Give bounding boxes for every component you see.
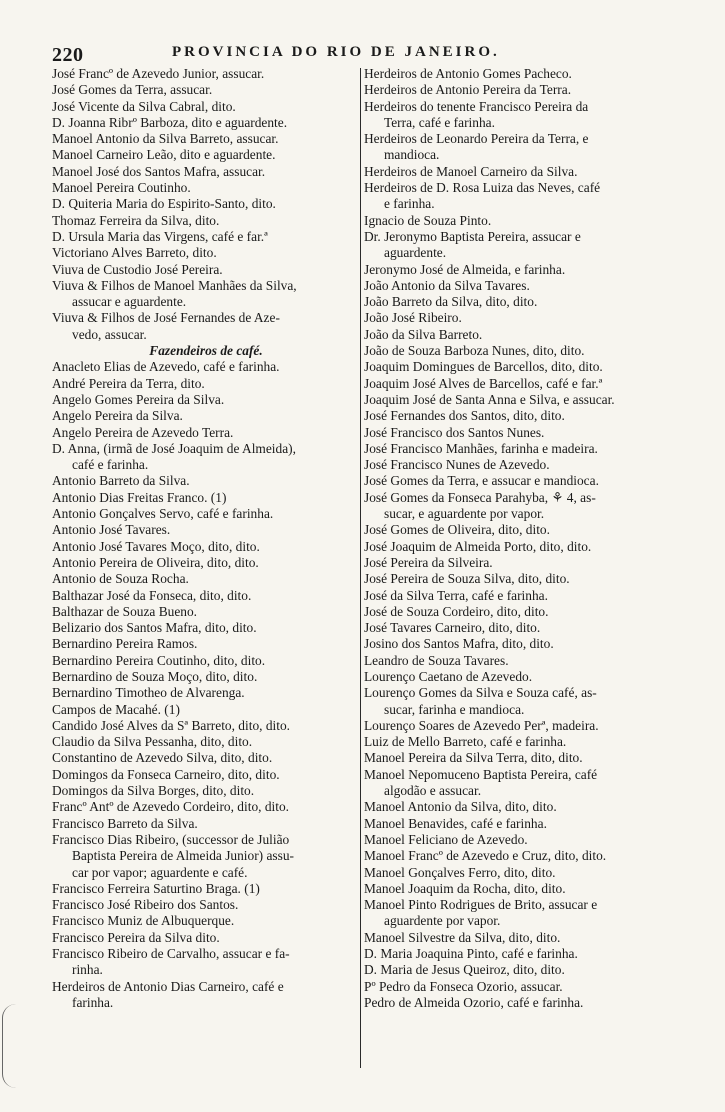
list-entry: Herdeiros de Antonio Pereira da Terra. xyxy=(364,82,572,98)
list-entry: aguardente. xyxy=(384,245,447,261)
list-entry: assucar e aguardente. xyxy=(72,294,187,310)
list-entry: José Pereira da Silveira. xyxy=(364,554,493,570)
column-divider xyxy=(360,68,361,1068)
list-entry: Bernardino de Souza Moço, dito, dito. xyxy=(52,668,258,684)
list-entry: Bernardino Timotheo de Alvarenga. xyxy=(52,685,245,701)
list-entry: José da Silva Terra, café e farinha. xyxy=(364,587,548,603)
margin-bracket-mark xyxy=(2,1004,25,1088)
list-entry: José Gomes da Fonseca Parahyba, ⚘ 4, as- xyxy=(364,489,596,505)
list-entry: Manoel Nepomuceno Baptista Pereira, café xyxy=(364,766,598,782)
list-entry: rinha. xyxy=(72,962,103,978)
list-entry: Josino dos Santos Mafra, dito, dito. xyxy=(364,636,554,652)
list-entry: sucar, e aguardente por vapor. xyxy=(384,506,545,522)
list-entry: Manoel Feliciano de Azevedo. xyxy=(364,831,528,847)
list-entry: José Francisco Manhães, farinha e madeira. xyxy=(364,440,598,456)
list-entry: Domingos da Silva Borges, dito, dito. xyxy=(52,783,255,799)
list-entry: Balthazar José da Fonseca, dito, dito. xyxy=(52,587,252,603)
list-entry: Pº Pedro da Fonseca Ozorio, assucar. xyxy=(364,978,563,994)
list-entry: Herdeiros de Manoel Carneiro da Silva. xyxy=(364,163,578,179)
list-entry: Baptista Pereira de Almeida Junior) assu- xyxy=(72,848,295,864)
list-entry: José Fernandes dos Santos, dito, dito. xyxy=(364,408,565,424)
list-entry: Joaquim José Alves de Barcellos, café e far.ª xyxy=(364,375,603,391)
list-entry: José Francisco dos Santos Nunes. xyxy=(364,424,545,440)
list-entry: Herdeiros de Antonio Gomes Pacheco. xyxy=(364,66,572,81)
list-entry: Bernardino Pereira Coutinho, dito, dito. xyxy=(52,652,266,668)
list-entry: Candido José Alves da Sª Barreto, dito, dito. xyxy=(52,717,291,733)
list-entry: Francº Antº de Azevedo Cordeiro, dito, dito. xyxy=(52,799,290,815)
list-entry: José Francisco Nunes de Azevedo. xyxy=(364,457,550,473)
list-entry: Manoel Antonio da Silva, dito, dito. xyxy=(364,799,557,815)
list-entry: D. Anna, (irmã de José Joaquim de Almeida), xyxy=(52,440,296,456)
list-entry: Antonio Barreto da Silva. xyxy=(52,473,190,489)
list-entry: Thomaz Ferreira da Silva, dito. xyxy=(52,212,220,228)
list-entry: Campos de Macahé. (1) xyxy=(52,701,180,717)
list-entry: Manoel Pereira da Silva Terra, dito, dito. xyxy=(364,750,583,766)
list-entry: Francisco Barreto da Silva. xyxy=(52,815,198,831)
list-entry: Manoel Francº de Azevedo e Cruz, dito, dito. xyxy=(364,848,607,864)
list-entry: João Barreto da Silva, dito, dito. xyxy=(364,294,538,310)
list-entry: Herdeiros de Leonardo Pereira da Terra, e xyxy=(364,131,589,147)
list-entry: João da Silva Barreto. xyxy=(364,326,483,342)
list-entry: André Pereira da Terra, dito. xyxy=(52,375,205,391)
list-entry: D. Quiteria Maria do Espirito-Santo, dito. xyxy=(52,196,276,212)
list-entry: José Gomes da Terra, e assucar e mandioca. xyxy=(364,473,599,489)
list-entry: car por vapor; aguardente e café. xyxy=(72,864,248,880)
list-entry: algodão e assucar. xyxy=(384,783,482,799)
list-entry: Claudio da Silva Pessanha, dito, dito. xyxy=(52,734,253,750)
list-entry: Francisco Pereira da Silva dito. xyxy=(52,929,220,945)
list-entry: Francisco Ribeiro de Carvalho, assucar e fa- xyxy=(52,946,290,962)
list-entry: Francisco Dias Ribeiro, (successor de Julião xyxy=(52,831,290,847)
list-entry: Jeronymo José de Almeida, e farinha. xyxy=(364,261,566,277)
list-entry: Belizario dos Santos Mafra, dito, dito. xyxy=(52,620,257,636)
list-entry: Herdeiros de D. Rosa Luiza das Neves, café xyxy=(364,180,601,196)
list-entry: Lourenço Caetano de Azevedo. xyxy=(364,668,533,684)
list-entry: Viuva & Filhos de José Fernandes de Aze- xyxy=(52,310,280,326)
list-entry: Victoriano Alves Barreto, dito. xyxy=(52,245,217,261)
list-entry: sucar, farinha e mandioca. xyxy=(384,701,525,717)
list-entry: Lourenço Soares de Azevedo Perª, madeira. xyxy=(364,717,599,733)
list-entry: Antonio Dias Freitas Franco. (1) xyxy=(52,489,227,505)
list-entry: D. Maria de Jesus Queiroz, dito, dito. xyxy=(364,962,565,978)
list-entry: Antonio José Tavares. xyxy=(52,522,171,538)
right-column xyxy=(364,66,678,1011)
list-entry: Leandro de Souza Tavares. xyxy=(364,652,509,668)
list-entry: D. Ursula Maria das Virgens, café e far.ª xyxy=(52,228,268,244)
list-entry: Angelo Gomes Pereira da Silva. xyxy=(52,391,225,407)
list-entry: José Joaquim de Almeida Porto, dito, dito. xyxy=(364,538,592,554)
list-entry: Anacleto Elias de Azevedo, café e farinha. xyxy=(52,359,280,375)
list-entry: Balthazar de Souza Bueno. xyxy=(52,603,198,619)
list-entry: café e farinha. xyxy=(72,457,149,473)
list-entry: Manoel José dos Santos Mafra, assucar. xyxy=(52,163,266,179)
list-entry: Viuva & Filhos de Manoel Manhães da Silva, xyxy=(52,277,297,293)
list-entry: João Antonio da Silva Tavares. xyxy=(364,277,530,293)
list-entry: Manoel Silvestre da Silva, dito, dito. xyxy=(364,929,561,945)
list-entry: Pedro de Almeida Ozorio, café e farinha. xyxy=(364,994,584,1010)
list-entry: Manoel Gonçalves Ferro, dito, dito. xyxy=(364,864,556,880)
list-entry: Terra, café e farinha. xyxy=(384,114,495,130)
list-entry: farinha. xyxy=(72,994,114,1010)
list-entry: Manoel Carneiro Leão, dito e aguardente. xyxy=(52,147,276,163)
list-entry: vedo, assucar. xyxy=(72,326,147,342)
list-entry: Francisco Muniz de Albuquerque. xyxy=(52,913,235,929)
list-entry: José Gomes de Oliveira, dito, dito. xyxy=(364,522,550,538)
list-entry: Antonio de Souza Rocha. xyxy=(52,571,189,587)
list-entry: Viuva de Custodio José Pereira. xyxy=(52,261,223,277)
list-entry: José Francº de Azevedo Junior, assucar. xyxy=(52,66,265,81)
list-entry: Manoel Pereira Coutinho. xyxy=(52,180,191,196)
list-entry: D. Joanna Ribrº Barboza, dito e aguardente. xyxy=(52,114,288,130)
list-entry: Bernardino Pereira Ramos. xyxy=(52,636,198,652)
list-entry: José de Souza Cordeiro, dito, dito. xyxy=(364,603,549,619)
list-entry: Lourenço Gomes da Silva e Souza café, as- xyxy=(364,685,597,701)
list-entry: Manoel Pinto Rodrigues de Brito, assucar e xyxy=(364,897,598,913)
list-entry: Luiz de Mello Barreto, café e farinha. xyxy=(364,734,567,750)
list-entry: Angelo Pereira da Silva. xyxy=(52,408,183,424)
list-entry: José Pereira de Souza Silva, dito, dito. xyxy=(364,571,570,587)
list-entry: José Gomes da Terra, assucar. xyxy=(52,82,213,98)
list-entry: Ignacio de Souza Pinto. xyxy=(364,212,492,228)
section-heading: Fazendeiros de café. xyxy=(149,343,263,359)
list-entry: Herdeiros do tenente Francisco Pereira da xyxy=(364,98,589,114)
list-entry: Francisco Ferreira Saturtino Braga. (1) xyxy=(52,880,260,896)
list-entry: Angelo Pereira de Azevedo Terra. xyxy=(52,424,234,440)
list-entry: D. Maria Joaquina Pinto, café e farinha. xyxy=(364,946,578,962)
list-entry: João de Souza Barboza Nunes, dito, dito. xyxy=(364,343,585,359)
list-entry: João José Ribeiro. xyxy=(364,310,462,326)
list-entry: Domingos da Fonseca Carneiro, dito, dito. xyxy=(52,766,280,782)
list-entry: Antonio Pereira de Oliveira, dito, dito. xyxy=(52,554,259,570)
left-column xyxy=(52,66,360,1011)
list-entry: Manoel Benavides, café e farinha. xyxy=(364,815,547,831)
list-entry: mandioca. xyxy=(384,147,440,163)
list-entry: e farinha. xyxy=(384,196,435,212)
running-header: PROVINCIA DO RIO DE JANEIRO. xyxy=(172,44,500,60)
list-entry: Francisco José Ribeiro dos Santos. xyxy=(52,897,239,913)
list-entry: Antonio José Tavares Moço, dito, dito. xyxy=(52,538,260,554)
page-number: 220 xyxy=(52,44,84,66)
list-entry: Joaquim José de Santa Anna e Silva, e assucar. xyxy=(364,391,615,407)
list-entry: Herdeiros de Antonio Dias Carneiro, café e xyxy=(52,978,284,994)
list-entry: Dr. Jeronymo Baptista Pereira, assucar e xyxy=(364,228,581,244)
list-entry: José Vicente da Silva Cabral, dito. xyxy=(52,98,236,114)
list-entry: Constantino de Azevedo Silva, dito, dito. xyxy=(52,750,273,766)
list-entry: José Tavares Carneiro, dito, dito. xyxy=(364,620,541,636)
list-entry: Manoel Joaquim da Rocha, dito, dito. xyxy=(364,880,566,896)
list-entry: Antonio Gonçalves Servo, café e farinha. xyxy=(52,506,274,522)
list-entry: aguardente por vapor. xyxy=(384,913,501,929)
list-entry: Manoel Antonio da Silva Barreto, assucar. xyxy=(52,131,279,147)
list-entry: Joaquim Domingues de Barcellos, dito, dito. xyxy=(364,359,603,375)
